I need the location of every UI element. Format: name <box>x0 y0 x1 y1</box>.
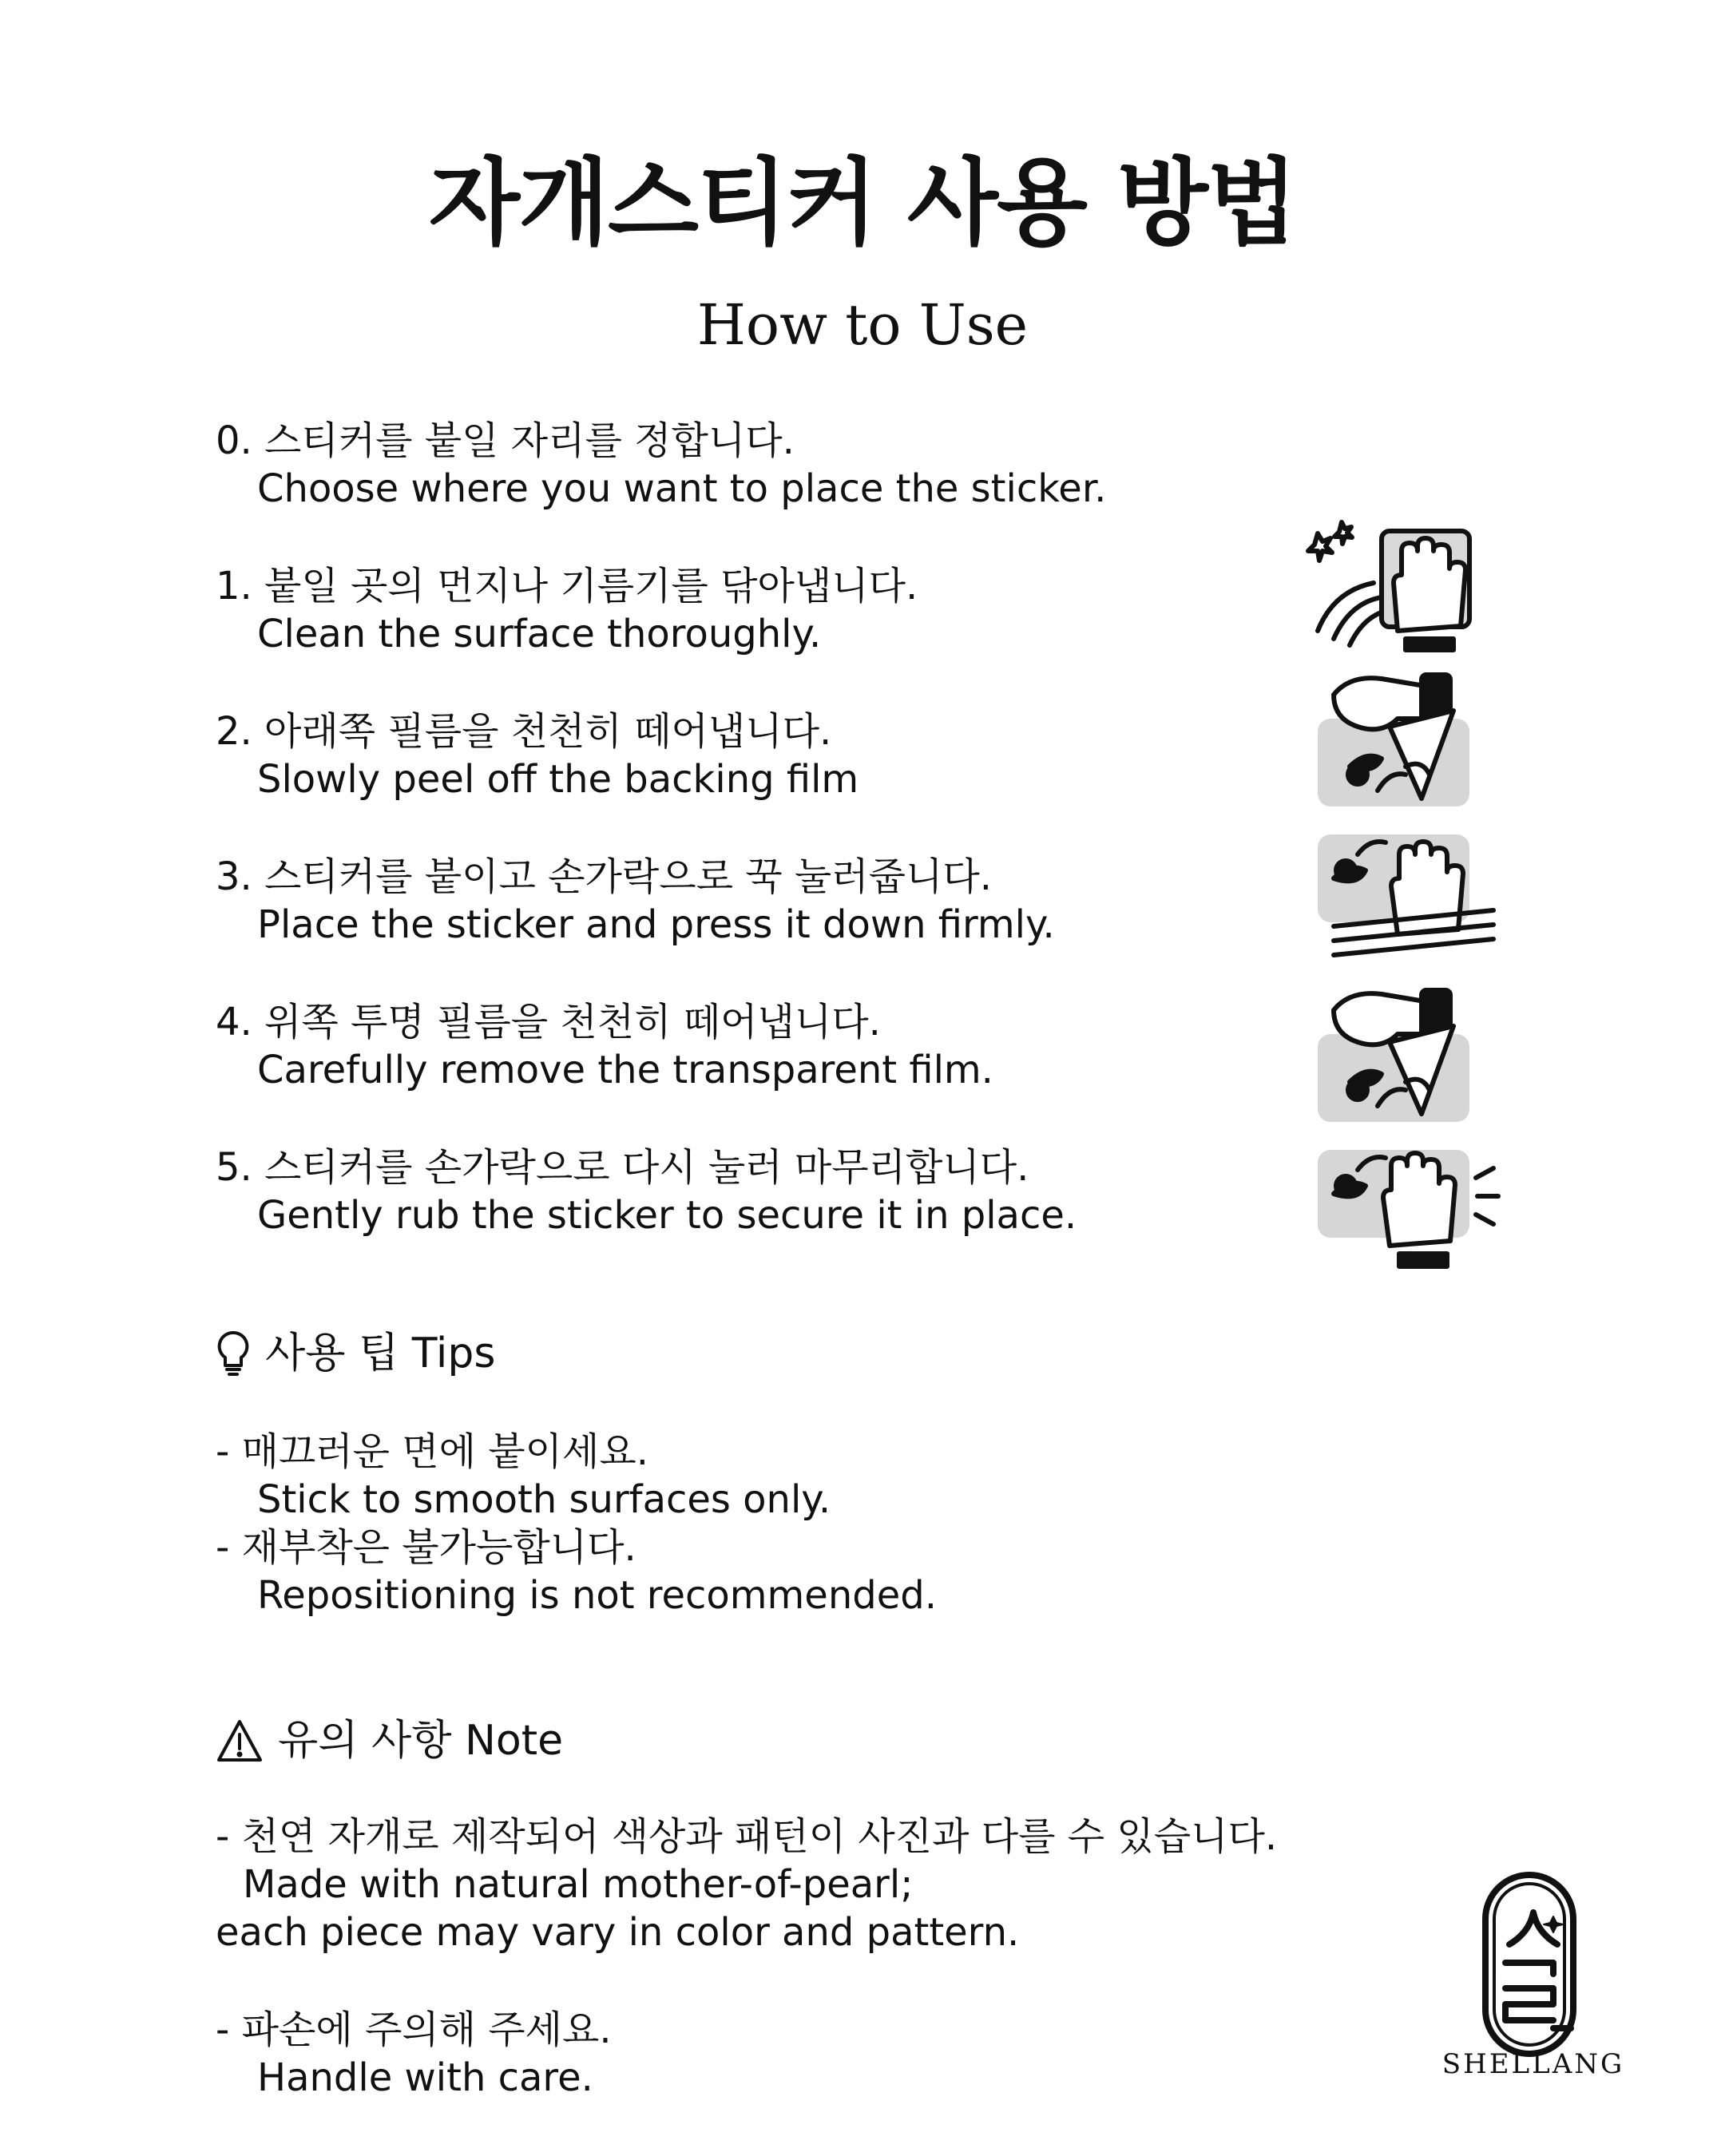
tips-heading-text: 사용 팁 Tips <box>265 1330 496 1377</box>
note-heading <box>216 1717 563 1765</box>
peel-transparent-icon <box>1302 986 1509 1130</box>
step-3-en: Place the sticker and press it down firmly. <box>257 902 1055 947</box>
step-4-en: Carefully remove the transparent film. <box>257 1048 993 1092</box>
step-5 <box>216 1143 1254 1239</box>
tip-item-0-ko: - 매끄러운 면에 붙이세요. <box>216 1429 649 1474</box>
step-0 <box>216 417 1254 513</box>
step-2 <box>216 707 1254 803</box>
step-5-ko: 5. 스티커를 손가락으로 다시 눌러 마무리합니다. <box>216 1145 1029 1190</box>
step-0-ko: 0. 스티커를 붙일 자리를 정합니다. <box>216 418 795 463</box>
step-2-en: Slowly peel off the backing film <box>257 757 859 802</box>
step-1 <box>216 562 1254 658</box>
tip-item-0-en: Stick to smooth surfaces only. <box>257 1477 831 1522</box>
page-subtitle: How to Use <box>696 292 1029 358</box>
cleaning-glove-icon <box>1302 519 1509 663</box>
peel-backing-icon <box>1302 671 1509 814</box>
tip-item-1-ko: - 재부착은 불가능합니다. <box>216 1525 636 1570</box>
step-5-en: Gently rub the sticker to secure it in place. <box>257 1193 1077 1238</box>
tips-heading <box>216 1330 495 1377</box>
lightbulb-icon <box>216 1330 251 1377</box>
step-4-ko: 4. 위쪽 투명 필름을 천천히 떼어냅니다. <box>216 1000 881 1044</box>
note-item-1-ko: - 파손에 주의해 주세요. <box>216 2007 612 2052</box>
tip-item-1 <box>216 1524 937 1619</box>
rub-sticker-icon <box>1302 1142 1509 1286</box>
note-item-1-en: Handle with care. <box>257 2055 593 2100</box>
tip-item-0 <box>216 1428 831 1524</box>
step-1-ko: 1. 붙일 곳의 먼지나 기름기를 닦아냅니다. <box>216 564 918 608</box>
step-0-en: Choose where you want to place the sticker. <box>257 466 1107 511</box>
tip-item-1-en: Repositioning is not recommended. <box>257 1573 937 1618</box>
page-title: 자개스티커 사용 방법 <box>428 148 1297 258</box>
step-4 <box>216 998 1254 1094</box>
note-item-0-en: Made with natural mother-of-pearl; <box>243 1862 914 1907</box>
warning-triangle-icon <box>216 1718 264 1763</box>
note-item-1 <box>216 2006 612 2102</box>
note-item-0-en2: each piece may vary in color and pattern. <box>216 1910 1020 1955</box>
brand-name: SHELLANG <box>1441 2048 1625 2080</box>
step-1-en: Clean the surface thoroughly. <box>257 612 822 656</box>
press-sticker-icon <box>1302 822 1509 966</box>
step-2-ko: 2. 아래쪽 필름을 천천히 떼어냅니다. <box>216 709 832 754</box>
note-heading-text: 유의 사항 Note <box>278 1717 564 1765</box>
step-3-ko: 3. 스티커를 붙이고 손가락으로 꾹 눌러줍니다. <box>216 854 992 899</box>
note-item-0 <box>216 1813 1277 1956</box>
note-item-0-ko: - 천연 자개로 제작되어 색상과 패턴이 사진과 다를 수 있습니다. <box>216 1814 1278 1859</box>
step-3 <box>216 853 1254 949</box>
